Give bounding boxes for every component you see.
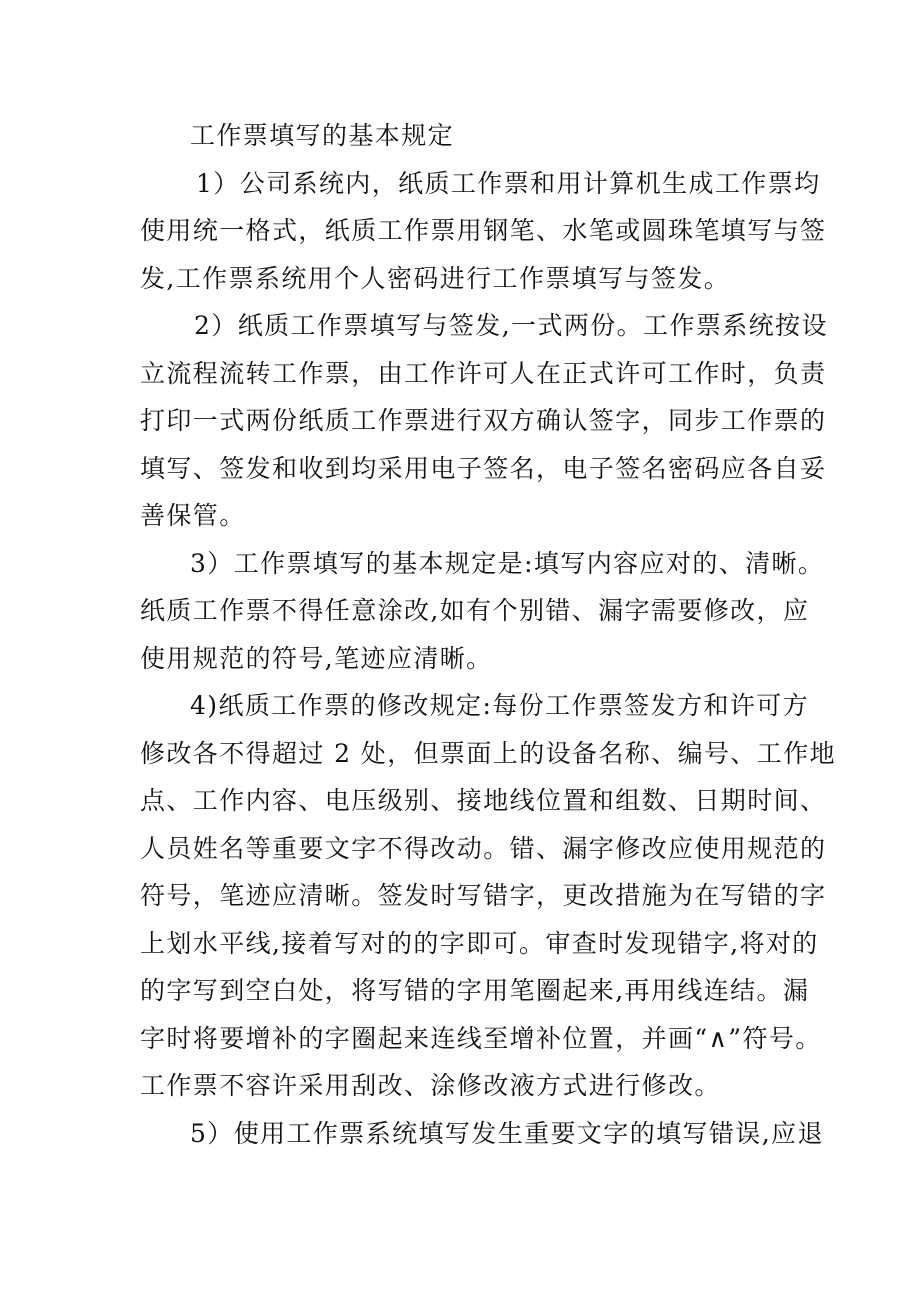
paragraph-line: 修改各不得超过 2 处，但票面上的设备名称、编号、工作地 <box>140 738 837 768</box>
paragraph-line: 3）工作票填写的基本规定是:填写内容应对的、清晰。 <box>190 548 825 578</box>
paragraph-line: 的字写到空白处，将写错的字用笔圈起来,再用线连结。漏 <box>140 976 810 1005</box>
paragraph-line: 善保管。 <box>140 501 246 530</box>
paragraph-line: 填写、签发和收到均采用电子签名，电子签名密码应各自妥 <box>140 453 827 483</box>
paragraph-3 <box>140 540 825 683</box>
paragraph-line: 使用规范的符号,笔迹应清晰。 <box>140 643 493 673</box>
paragraph-line: 立流程流转工作票，由工作许可人在正式许可工作时，负责 <box>140 358 827 388</box>
paragraph-line: 点、工作内容、电压级别、接地线位置和组数、日期时间、 <box>140 786 827 815</box>
paragraph-1 <box>140 160 827 303</box>
paragraph-line: 4)纸质工作票的修改规定:每份工作票签发方和许可方 <box>190 691 810 720</box>
document-body <box>140 112 837 1157</box>
paragraph-line: 1）公司系统内，纸质工作票和用计算机生成工作票均 <box>196 168 821 198</box>
paragraph-line: 使用统一格式，纸质工作票用钢笔、水笔或圆珠笔填写与签 <box>140 216 827 245</box>
paragraph-line: 2）纸质工作票填写与签发,一式两份。工作票系统按设 <box>194 311 828 340</box>
paragraph-line: 人员姓名等重要文字不得改动。错、漏字修改应使用规范的 <box>140 833 827 863</box>
paragraph-4 <box>140 682 837 1110</box>
paragraph-line: 工作票不容许采用刮改、涂修改液方式进行修改。 <box>140 1071 721 1100</box>
paragraph-line: 字时将要增补的字圈起来连线至增补位置，并画“∧”符号。 <box>140 1023 822 1053</box>
paragraph-line: 上划水平线,接着写对的的字即可。审查时发现错字,将对的 <box>140 928 819 958</box>
paragraph-line: 打印一式两份纸质工作票进行双方确认签字，同步工作票的 <box>140 406 827 435</box>
paragraph-line: 纸质工作票不得任意涂改,如有个别错、漏字需要修改，应 <box>140 596 810 625</box>
paragraph-line: 5）使用工作票系统填写发生重要文字的填写错误,应退 <box>190 1118 824 1148</box>
document-title: 工作票填写的基本规定 <box>190 121 455 150</box>
paragraph-2 <box>140 302 828 540</box>
paragraph-line: 发,工作票系统用个人密码进行工作票填写与签发。 <box>140 263 731 293</box>
paragraph-5 <box>140 1110 824 1158</box>
paragraph-line: 符号，笔迹应清晰。签发时写错字，更改措施为在写错的字 <box>140 881 827 910</box>
